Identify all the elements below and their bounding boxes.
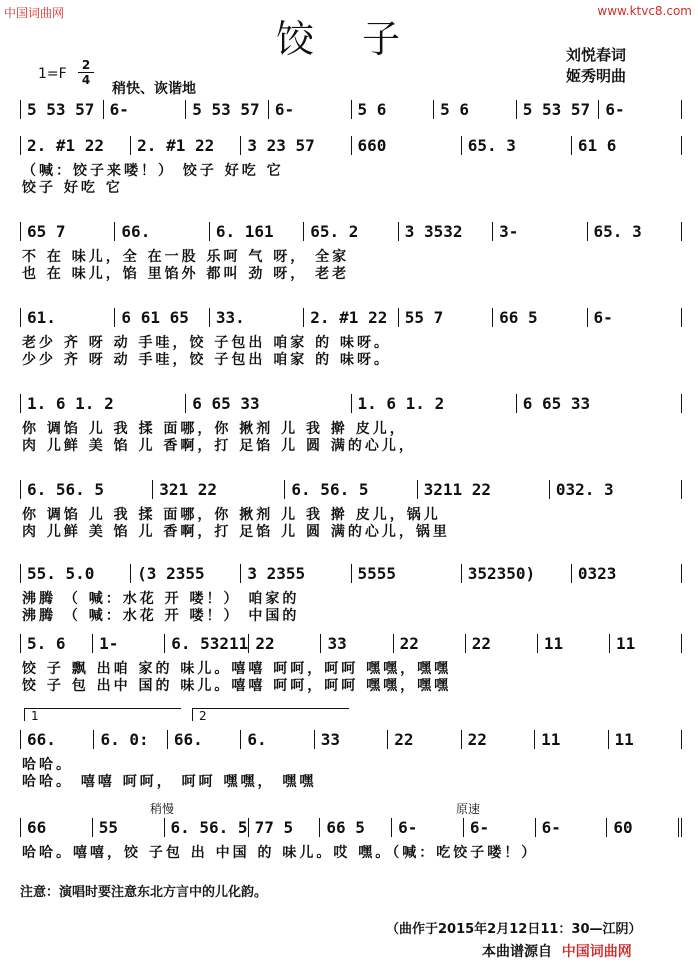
measure: 5 53 57 (517, 100, 600, 119)
measure: 61. (20, 308, 115, 327)
measure: 6 65 33 (517, 394, 682, 413)
lyric-line: （喊：饺子来喽！） 饺子 好吃 它 (22, 163, 284, 179)
measure: 11 (610, 634, 682, 653)
lyric-line: 哈哈。 (22, 757, 73, 773)
tempo-marking: 稍快、诙谐地 (112, 81, 196, 97)
measure: 6- (464, 818, 536, 837)
measure: 660 (352, 136, 462, 155)
measure: 1- (93, 634, 165, 653)
measure: 3 3532 (399, 222, 493, 241)
measure: 2. #1 22 (304, 308, 398, 327)
measure: 5 53 57 (186, 100, 269, 119)
measure: 33. (210, 308, 304, 327)
lyric-line: 哈哈。 嘻嘻 呵呵， 呵呵 嘿嘿， 嘿嘿 (22, 774, 317, 790)
measure: 352350) (462, 564, 572, 583)
measure: 11 (535, 730, 608, 749)
measure: 3- (493, 222, 587, 241)
lyric-line: 饺 子 飘 出咱 家的 味儿。嘻嘻 呵呵，呵呵 嘿嘿，嘿嘿 (22, 661, 452, 677)
measure: 22 (466, 634, 538, 653)
staff-row (20, 394, 682, 413)
measure: 6. 161 (210, 222, 304, 241)
measure: 3 2355 (241, 564, 351, 583)
measure: 33 (321, 634, 393, 653)
staff-row (20, 634, 682, 653)
measure: 6. (241, 730, 314, 749)
volta-1: 1 (24, 708, 181, 721)
watermark-left: 中国词曲网 (4, 6, 65, 20)
measure: 5 6 (352, 100, 435, 119)
staff-row (20, 308, 682, 327)
measure: 5. 6 (20, 634, 93, 653)
composer: 姬秀明曲 (566, 67, 627, 85)
measure: 55 7 (399, 308, 493, 327)
measure: 032. 3 (550, 480, 682, 499)
measure: 55 (93, 818, 165, 837)
measure: 5555 (352, 564, 462, 583)
measure: 11 (609, 730, 682, 749)
measure: 6- (588, 308, 682, 327)
measure: 55. 5.0 (20, 564, 131, 583)
volta-2: 2 (192, 708, 349, 721)
measure: 6. 0: (94, 730, 167, 749)
measure: 66. (168, 730, 241, 749)
staff-row (20, 730, 682, 749)
staff-row (20, 100, 682, 119)
measure: 3211 22 (418, 480, 550, 499)
staff-row (20, 136, 682, 155)
measure: 6. 53211 (165, 634, 249, 653)
performance-note: 注意：演唱时要注意东北方言中的儿化韵。 (20, 885, 268, 900)
composition-date: （曲作于2015年2月12日11：30—江阴） (386, 922, 642, 937)
lyric-line: 沸腾 （ 喊：水花 开 喽！） 咱家的 (22, 591, 300, 607)
measure: 0323 (572, 564, 682, 583)
staff-row (20, 818, 682, 837)
measure: (3 2355 (131, 564, 241, 583)
measure: 66. (115, 222, 209, 241)
measure: 22 (249, 634, 321, 653)
measure: 22 (388, 730, 461, 749)
measure: 321 22 (153, 480, 285, 499)
measure: 1. 6 1. 2 (20, 394, 186, 413)
measure: 66 5 (493, 308, 587, 327)
measure: 5 53 57 (20, 100, 104, 119)
measure: 6. 56. 5 (165, 818, 249, 837)
measure: 6- (599, 100, 682, 119)
measure: 22 (462, 730, 535, 749)
measure: 77 5 (249, 818, 321, 837)
measure: 33 (315, 730, 388, 749)
lyric-line: 沸腾 （ 喊：水花 开 喽！） 中国的 (22, 608, 300, 624)
source-credit: 本曲谱源自 中国词曲网 (482, 944, 632, 960)
measure: 6- (104, 100, 187, 119)
measure: 6. 56. 5 (20, 480, 153, 499)
measure: 3 23 57 (241, 136, 351, 155)
measure: 6- (536, 818, 608, 837)
tempo-mark-slower: 稍慢 (150, 802, 175, 816)
measure: 6 61 65 (115, 308, 209, 327)
lyric-line: 你 调馅 儿 我 揉 面哪，你 揪剂 儿 我 擀 皮儿，锅儿 (22, 507, 441, 523)
song-title: 饺子 (276, 17, 449, 61)
measure: 1. 6 1. 2 (352, 394, 517, 413)
lyric-line: 老少 齐 呀 动 手哇，饺 子包出 咱家 的 味呀。 (22, 335, 391, 351)
measure: 6 65 33 (186, 394, 351, 413)
lyricist: 刘悦春词 (566, 46, 627, 64)
measure: 2. #1 22 (20, 136, 131, 155)
measure: 65 7 (20, 222, 115, 241)
lyric-line: 不 在 味儿，全 在一股 乐呵 气 呀， 全家 (22, 249, 350, 265)
measure: 61 6 (572, 136, 682, 155)
key-signature: 1=F (38, 66, 67, 82)
lyric-line: 也 在 味儿，馅 里馅外 都叫 劲 呀， 老老 (22, 266, 350, 282)
staff-row (20, 222, 682, 241)
measure: 11 (538, 634, 610, 653)
measure: 60 (607, 818, 682, 837)
lyric-line: 肉 儿鲜 美 馅 儿 香啊，打 足馅 儿 圆 满的心儿， (22, 438, 416, 454)
watermark-right: www.ktvc8.com (597, 4, 692, 18)
lyric-line: 少少 齐 呀 动 手哇，饺 子包出 咱家 的 味呀。 (22, 352, 391, 368)
lyric-line: 饺子 好吃 它 (22, 180, 123, 196)
measure: 65. 3 (462, 136, 572, 155)
lyric-line: 哈哈。嘻嘻，饺 子包 出 中国 的 味儿。哎 嘿。（喊：吃饺子喽！） (22, 845, 539, 861)
lyric-line: 饺 子 包 出中 国的 味儿。嘻嘻 呵呵，呵呵 嘿嘿，嘿嘿 (22, 678, 452, 694)
measure: 22 (394, 634, 466, 653)
measure: 6- (392, 818, 464, 837)
measure: 66 (20, 818, 93, 837)
measure: 66 5 (320, 818, 392, 837)
measure: 6. 56. 5 (285, 480, 417, 499)
measure: 65. 2 (304, 222, 398, 241)
measure: 66. (20, 730, 94, 749)
time-signature: 2 4 (78, 58, 94, 87)
measure: 6- (269, 100, 352, 119)
tempo-mark-original: 原速 (456, 802, 481, 816)
lyric-line: 你 调馅 儿 我 揉 面哪，你 揪剂 儿 我 擀 皮儿， (22, 421, 407, 437)
measure: 65. 3 (588, 222, 682, 241)
lyric-line: 肉 儿鲜 美 馅 儿 香啊，打 足馅 儿 圆 满的心儿，锅里 (22, 524, 450, 540)
staff-row (20, 480, 682, 499)
staff-row (20, 564, 682, 583)
measure: 5 6 (434, 100, 517, 119)
measure: 2. #1 22 (131, 136, 241, 155)
